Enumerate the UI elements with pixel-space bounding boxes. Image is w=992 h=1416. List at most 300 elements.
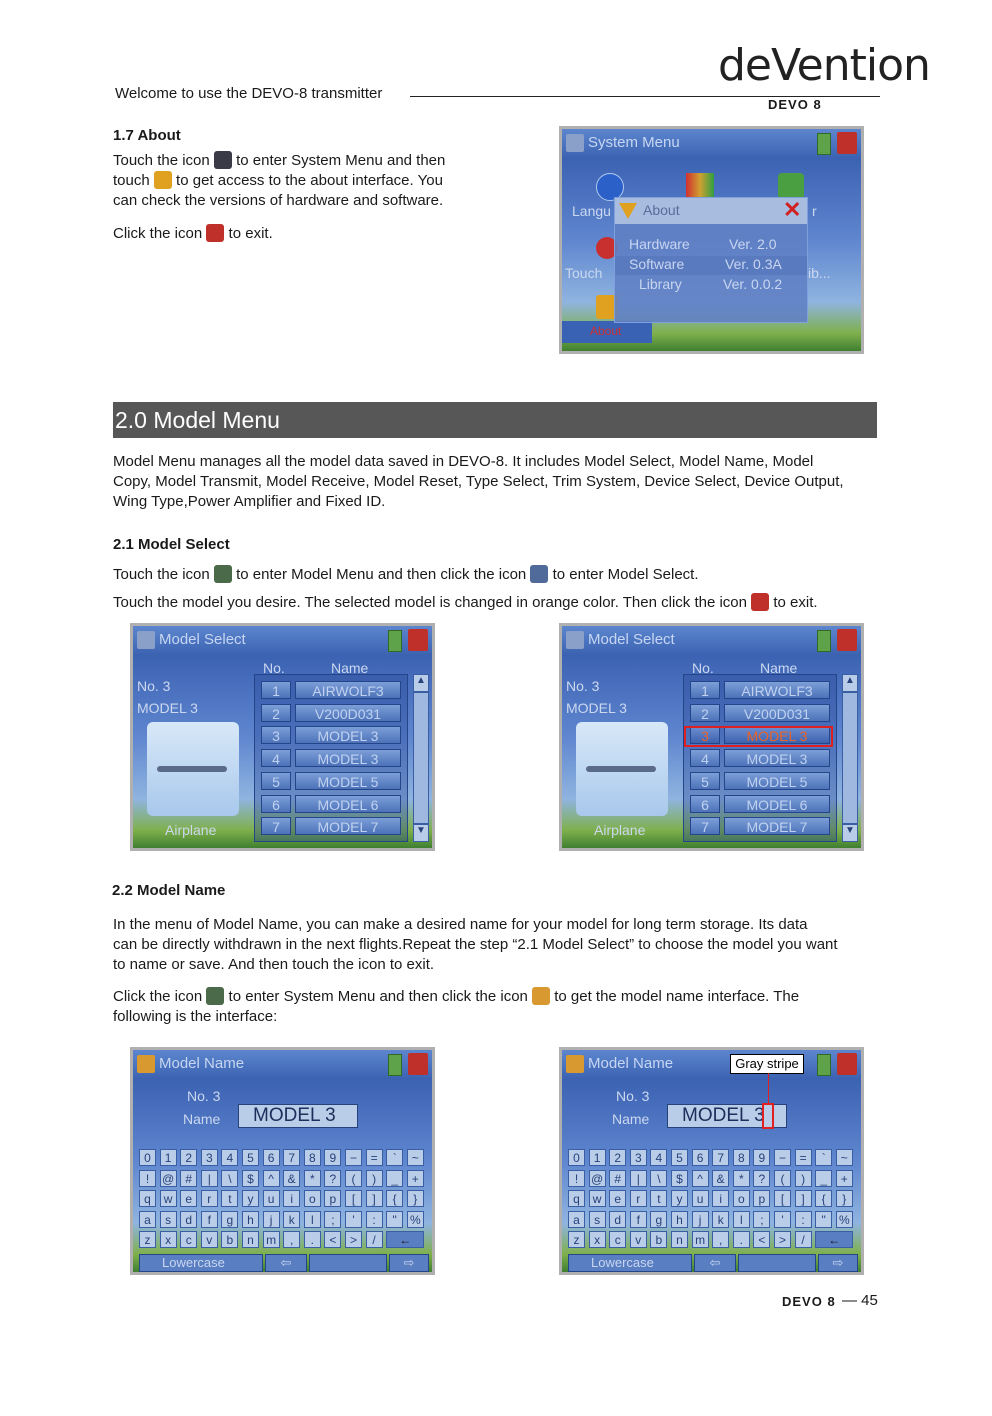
brand-subtitle: DEVO 8 <box>768 97 822 112</box>
row-no[interactable]: 5 <box>690 772 720 790</box>
keyboard-key[interactable]: l <box>304 1211 321 1228</box>
model-select-p2 <box>113 593 818 613</box>
keyboard-key[interactable]: ` <box>815 1149 832 1166</box>
ms-text-2: to enter Model Menu and then click the icon <box>236 566 527 583</box>
keyboard-key[interactable]: % <box>836 1211 853 1228</box>
keyboard-key[interactable]: ~ <box>407 1149 424 1166</box>
keyboard-key[interactable]: / <box>795 1231 812 1248</box>
ms-text-1: Touch the icon <box>113 566 210 583</box>
keyboard-key[interactable]: ; <box>753 1211 770 1228</box>
keyboard-key[interactable]: r <box>201 1190 218 1207</box>
keyboard-key[interactable]: < <box>753 1231 770 1248</box>
about-screen <box>559 126 864 354</box>
scroll-up-button[interactable]: ▲ <box>842 674 858 692</box>
keyboard-key[interactable]: u <box>692 1190 709 1207</box>
keyboard-key[interactable]: 3 <box>201 1149 218 1166</box>
keyboard-key[interactable]: c <box>609 1231 626 1248</box>
exit-icon[interactable] <box>408 1053 428 1075</box>
about-row-label: Hardware <box>629 236 690 252</box>
keyboard-key[interactable]: 8 <box>733 1149 750 1166</box>
brand-logo: deVention <box>718 40 930 91</box>
exit-icon[interactable] <box>408 629 428 651</box>
keyboard-key[interactable]: e <box>180 1190 197 1207</box>
lowercase-button[interactable] <box>568 1254 692 1272</box>
left-type: Airplane <box>594 822 646 838</box>
keyboard-key[interactable]: # <box>180 1170 197 1187</box>
keyboard-key[interactable]: j <box>263 1211 280 1228</box>
keyboard-key[interactable]: _ <box>386 1170 403 1187</box>
list-icon <box>137 631 155 649</box>
display-icon <box>686 173 714 197</box>
keyboard-key[interactable]: < <box>324 1231 341 1248</box>
keyboard-key[interactable]: ^ <box>263 1170 280 1187</box>
keyboard-key[interactable]: w <box>589 1190 606 1207</box>
keyboard-key[interactable]: 3 <box>630 1149 647 1166</box>
keyboard-key[interactable]: 7 <box>283 1149 300 1166</box>
keyboard-key[interactable]: v <box>630 1231 647 1248</box>
section-intro-line: Model Menu manages all the model data saved in DEVO-8. It includes Model Select, Model Name, Model <box>113 453 814 470</box>
keyboard-key[interactable]: 5 <box>242 1149 259 1166</box>
keyboard-key[interactable]: ( <box>345 1170 362 1187</box>
keyboard-key[interactable]: " <box>815 1211 832 1228</box>
keyboard-key[interactable]: k <box>283 1211 300 1228</box>
keyboard-key[interactable]: * <box>733 1170 750 1187</box>
callout-arrow <box>768 1073 769 1103</box>
keyboard-key[interactable]: ` <box>386 1149 403 1166</box>
keyboard-key[interactable]: b <box>221 1231 238 1248</box>
row-no[interactable]: 4 <box>690 749 720 767</box>
close-icon[interactable]: ✕ <box>783 197 802 222</box>
model-select-icon <box>530 565 548 583</box>
keyboard-key[interactable]: = <box>795 1149 812 1166</box>
left-model: MODEL 3 <box>137 700 198 716</box>
keyboard-key[interactable]: + <box>407 1170 424 1187</box>
bg-label-2: r <box>812 203 817 219</box>
keyboard-key[interactable]: ← <box>815 1231 853 1248</box>
keyboard-key[interactable]: 0 <box>139 1149 156 1166</box>
mn-no: No. 3 <box>187 1088 221 1104</box>
keyboard-key[interactable]: g <box>650 1211 667 1228</box>
mn-titlebar <box>133 1050 432 1078</box>
mn-text-2: to enter System Menu and then click the icon <box>228 988 528 1005</box>
about-exit-text-1: Click the icon <box>113 225 203 242</box>
keyboard-key[interactable]: 2 <box>609 1149 626 1166</box>
keyboard-key[interactable]: \ <box>650 1170 667 1187</box>
model-name-icon <box>532 987 550 1005</box>
about-text-1: Touch the icon <box>113 152 210 169</box>
left-model: MODEL 3 <box>566 700 627 716</box>
keyboard-key[interactable]: / <box>366 1231 383 1248</box>
keyboard-key[interactable]: w <box>160 1190 177 1207</box>
keyboard-key[interactable]: } <box>836 1190 853 1207</box>
mn-text-4: following is the interface: <box>113 1008 278 1025</box>
help-icon <box>154 171 172 189</box>
keyboard-key[interactable]: a <box>139 1211 156 1228</box>
keyboard-key[interactable]: , <box>283 1231 300 1248</box>
space-button[interactable] <box>738 1254 816 1272</box>
row-no[interactable]: 7 <box>690 817 720 835</box>
about-titlebar <box>562 129 861 157</box>
keyboard-key[interactable]: m <box>692 1231 709 1248</box>
left-no: No. 3 <box>566 678 600 694</box>
row-name[interactable]: AIRWOLF3 <box>724 681 830 699</box>
lowercase-label: Lowercase <box>591 1255 654 1270</box>
lowercase-button[interactable] <box>139 1254 263 1272</box>
keyboard-key[interactable]: . <box>733 1231 750 1248</box>
keyboard-key[interactable]: ← <box>386 1231 424 1248</box>
keyboard-key[interactable]: ) <box>795 1170 812 1187</box>
keyboard-key[interactable]: o <box>733 1190 750 1207</box>
ms-text-3: to enter Model Select. <box>552 566 699 583</box>
keyboard-key[interactable]: ^ <box>692 1170 709 1187</box>
keyboard-key[interactable]: ) <box>366 1170 383 1187</box>
footer-page: — 45 <box>842 1292 878 1309</box>
row-name[interactable]: MODEL 7 <box>295 817 401 835</box>
selected-row-highlight <box>684 726 833 747</box>
keyboard-key[interactable]: f <box>201 1211 218 1228</box>
about-heading: 1.7 About <box>113 127 181 144</box>
scroll-up-button[interactable]: ▲ <box>413 674 429 692</box>
keyboard-key[interactable]: > <box>774 1231 791 1248</box>
exit-icon[interactable] <box>837 132 857 154</box>
gray-stripe-cursor <box>762 1103 774 1129</box>
section-intro-line: Wing Type,Power Amplifier and Fixed ID. <box>113 493 386 510</box>
keyboard-key[interactable]: + <box>836 1170 853 1187</box>
row-name[interactable]: MODEL 5 <box>295 772 401 790</box>
keyboard-key[interactable]: ? <box>753 1170 770 1187</box>
keyboard-key[interactable]: | <box>630 1170 647 1187</box>
keyboard-key[interactable]: [ <box>345 1190 362 1207</box>
col-name: Name <box>331 660 369 676</box>
about-screen-title: System Menu <box>588 134 680 151</box>
keyboard-key[interactable]: p <box>324 1190 341 1207</box>
about-text-2: to enter System Menu and then <box>236 152 446 169</box>
keyboard-key[interactable]: s <box>589 1211 606 1228</box>
keyboard-key[interactable]: a <box>568 1211 585 1228</box>
battery-icon <box>817 1054 831 1076</box>
row-name[interactable]: MODEL 3 <box>724 726 830 744</box>
keyboard-key[interactable]: | <box>201 1170 218 1187</box>
keyboard-key[interactable]: c <box>180 1231 197 1248</box>
scroll-down-button[interactable]: ▼ <box>413 824 429 842</box>
battery-icon <box>817 133 831 155</box>
keyboard-key[interactable]: 6 <box>263 1149 280 1166</box>
airplane-icon <box>157 766 227 772</box>
row-name[interactable]: MODEL 6 <box>295 795 401 813</box>
row-name[interactable]: MODEL 3 <box>295 749 401 767</box>
keyboard-key[interactable]: : <box>795 1211 812 1228</box>
model-menu-icon <box>214 565 232 583</box>
model-name-p1 <box>113 915 888 975</box>
ms-title: Model Select <box>588 631 675 648</box>
keyboard-key[interactable]: h <box>242 1211 259 1228</box>
keyboard-key[interactable]: j <box>692 1211 709 1228</box>
left-no: No. 3 <box>137 678 171 694</box>
row-no[interactable]: 2 <box>690 704 720 722</box>
keyboard-key[interactable]: q <box>568 1190 585 1207</box>
keyboard-key[interactable]: h <box>671 1211 688 1228</box>
ms-title: Model Select <box>159 631 246 648</box>
keyboard-key[interactable]: 4 <box>650 1149 667 1166</box>
about-row-label: Software <box>629 256 685 272</box>
keyboard-key[interactable]: @ <box>589 1170 606 1187</box>
row-name[interactable]: MODEL 5 <box>724 772 830 790</box>
about-dialog-header <box>615 198 807 224</box>
about-text-3: touch <box>113 172 150 189</box>
keyboard-key[interactable]: d <box>609 1211 626 1228</box>
cursor-left-button[interactable]: ⇦ <box>265 1254 307 1272</box>
gray-stripe-callout: Gray stripe <box>730 1054 804 1074</box>
bell-icon <box>778 173 804 199</box>
about-row-value: Ver. 0.3A <box>725 256 782 272</box>
keyboard-key[interactable]: % <box>407 1211 424 1228</box>
row-no[interactable]: 3 <box>261 726 291 744</box>
name-input-value: MODEL 3 <box>682 1105 765 1126</box>
left-type: Airplane <box>165 822 217 838</box>
model-name-screen-b <box>559 1047 864 1275</box>
keyboard-key[interactable]: x <box>589 1231 606 1248</box>
row-no[interactable]: 5 <box>261 772 291 790</box>
name-icon <box>137 1055 155 1073</box>
keyboard-key[interactable]: − <box>345 1149 362 1166</box>
keyboard-key[interactable]: ~ <box>836 1149 853 1166</box>
cursor-left-button[interactable]: ⇦ <box>694 1254 736 1272</box>
keyboard-key[interactable]: \ <box>221 1170 238 1187</box>
keyboard-key[interactable]: p <box>753 1190 770 1207</box>
keyboard-key[interactable]: z <box>568 1231 585 1248</box>
keyboard-key[interactable]: " <box>386 1211 403 1228</box>
name-icon <box>566 1055 584 1073</box>
mn-title: Model Name <box>588 1055 674 1072</box>
about-exit-paragraph <box>113 224 273 244</box>
keyboard-key[interactable]: y <box>671 1190 688 1207</box>
mn-titlebar <box>562 1050 861 1078</box>
keyboard-key[interactable]: { <box>386 1190 403 1207</box>
mn-text-3: to get the model name interface. The <box>554 988 800 1005</box>
keyboard-key[interactable]: r <box>630 1190 647 1207</box>
row-no[interactable]: 6 <box>690 795 720 813</box>
header-welcome: Welcome to use the DEVO-8 transmitter <box>115 85 383 102</box>
keyboard-key[interactable]: x <box>160 1231 177 1248</box>
keyboard-key[interactable]: > <box>345 1231 362 1248</box>
col-no: No. <box>692 660 714 676</box>
footer-brand: DEVO 8 <box>782 1294 836 1309</box>
model-name-screen-a <box>130 1047 435 1275</box>
ms-text-5: to exit. <box>773 594 818 611</box>
keyboard-key[interactable]: z <box>139 1231 156 1248</box>
battery-icon <box>817 630 831 652</box>
keyboard-key[interactable]: 4 <box>221 1149 238 1166</box>
row-name[interactable]: AIRWOLF3 <box>295 681 401 699</box>
mn-name-label: Name <box>612 1111 650 1127</box>
keyboard-key[interactable]: 8 <box>304 1149 321 1166</box>
battery-icon <box>388 1054 402 1076</box>
keyboard-key[interactable]: & <box>283 1170 300 1187</box>
scrollbar-track[interactable] <box>842 692 858 824</box>
about-dialog <box>614 197 808 323</box>
exit-icon <box>206 224 224 242</box>
model-menu-icon <box>206 987 224 1005</box>
about-row-software <box>615 256 807 275</box>
about-row-value: Ver. 0.0.2 <box>723 276 783 292</box>
keyboard-key[interactable]: 2 <box>180 1149 197 1166</box>
keyboard-key[interactable]: 1 <box>589 1149 606 1166</box>
about-text-5: can check the versions of hardware and software. <box>113 192 444 209</box>
row-no[interactable]: 1 <box>261 681 291 699</box>
keyboard-key[interactable]: m <box>263 1231 280 1248</box>
keyboard-key[interactable]: i <box>712 1190 729 1207</box>
keyboard-key[interactable]: i <box>283 1190 300 1207</box>
mn-title: Model Name <box>159 1055 245 1072</box>
keyboard-key[interactable]: = <box>366 1149 383 1166</box>
name-input[interactable] <box>238 1104 358 1128</box>
keyboard-key[interactable]: − <box>774 1149 791 1166</box>
keyboard-key[interactable]: ] <box>366 1190 383 1207</box>
keyboard-key[interactable]: { <box>815 1190 832 1207</box>
section-intro <box>113 452 883 512</box>
keyboard-key[interactable]: 7 <box>712 1149 729 1166</box>
keyboard-key[interactable]: 0 <box>568 1149 585 1166</box>
about-row-label: Library <box>639 276 682 292</box>
ms-text-4: Touch the model you desire. The selected model is changed in orange color. Then click the icon <box>113 594 747 611</box>
about-row-hardware <box>615 236 807 255</box>
list-icon <box>566 631 584 649</box>
keyboard-key[interactable]: o <box>304 1190 321 1207</box>
ms-titlebar <box>562 626 861 654</box>
airplane-image <box>576 722 668 816</box>
row-name[interactable]: MODEL 7 <box>724 817 830 835</box>
col-name: Name <box>760 660 798 676</box>
keyboard-key[interactable]: u <box>263 1190 280 1207</box>
keyboard-key[interactable]: l <box>733 1211 750 1228</box>
keyboard-key[interactable]: } <box>407 1190 424 1207</box>
exit-icon[interactable] <box>837 629 857 651</box>
about-exit-text-2: to exit. <box>228 225 273 242</box>
keyboard-key[interactable]: ? <box>324 1170 341 1187</box>
keyboard-key[interactable]: g <box>221 1211 238 1228</box>
keyboard-key[interactable]: e <box>609 1190 626 1207</box>
keyboard-key[interactable]: q <box>139 1190 156 1207</box>
keyboard-key[interactable]: d <box>180 1211 197 1228</box>
keyboard-key[interactable]: [ <box>774 1190 791 1207</box>
mn-text-1: Click the icon <box>113 988 203 1005</box>
about-dialog-title: About <box>643 202 680 218</box>
keyboard-key[interactable]: _ <box>815 1170 832 1187</box>
keyboard-key[interactable]: y <box>242 1190 259 1207</box>
keyboard-key[interactable]: f <box>630 1211 647 1228</box>
row-no[interactable]: 3 <box>690 726 720 744</box>
model-select-heading: 2.1 Model Select <box>113 536 230 553</box>
mn-line: to name or save. And then touch the icon to exit. <box>113 956 435 973</box>
mn-no: No. 3 <box>616 1088 650 1104</box>
row-no[interactable]: 2 <box>261 704 291 722</box>
battery-icon <box>388 630 402 652</box>
keyboard-key[interactable]: $ <box>242 1170 259 1187</box>
keyboard-key[interactable]: 5 <box>671 1149 688 1166</box>
keyboard-key[interactable]: 1 <box>160 1149 177 1166</box>
keyboard-key[interactable]: 6 <box>692 1149 709 1166</box>
ms-titlebar <box>133 626 432 654</box>
keyboard-key[interactable]: & <box>712 1170 729 1187</box>
about-bg-tab-label: About <box>590 324 622 338</box>
name-input-value: MODEL 3 <box>253 1105 336 1126</box>
mn-name-label: Name <box>183 1111 221 1127</box>
row-name[interactable]: MODEL 3 <box>295 726 401 744</box>
model-select-p1 <box>113 565 699 585</box>
keyboard-key[interactable]: ] <box>795 1190 812 1207</box>
row-no[interactable]: 1 <box>690 681 720 699</box>
warning-icon <box>619 203 637 219</box>
model-name-heading: 2.2 Model Name <box>112 882 226 899</box>
keyboard-key[interactable]: ; <box>324 1211 341 1228</box>
section-bar <box>113 402 877 438</box>
col-no: No. <box>263 660 285 676</box>
keyboard-key[interactable]: ' <box>774 1211 791 1228</box>
airplane-icon <box>586 766 656 772</box>
row-name[interactable]: V200D031 <box>724 704 830 722</box>
about-text-4: to get access to the about interface. You <box>176 172 443 189</box>
keyboard-key[interactable]: s <box>160 1211 177 1228</box>
keyboard-key[interactable]: 9 <box>324 1149 341 1166</box>
keyboard-key[interactable]: ! <box>139 1170 156 1187</box>
mn-line: In the menu of Model Name, you can make a desired name for your model for long term storage. Its data <box>113 916 808 933</box>
keyboard-key[interactable]: * <box>304 1170 321 1187</box>
keyboard-key[interactable]: n <box>671 1231 688 1248</box>
row-name[interactable]: MODEL 3 <box>724 749 830 767</box>
row-no[interactable]: 6 <box>261 795 291 813</box>
keyboard-key[interactable]: t <box>221 1190 238 1207</box>
keyboard-key[interactable]: ( <box>774 1170 791 1187</box>
keyboard-key[interactable]: k <box>712 1211 729 1228</box>
row-no[interactable]: 4 <box>261 749 291 767</box>
cursor-right-button[interactable]: ⇨ <box>818 1254 858 1272</box>
row-no[interactable]: 7 <box>261 817 291 835</box>
keyboard-key[interactable]: : <box>366 1211 383 1228</box>
exit-icon[interactable] <box>837 1053 857 1075</box>
keyboard-key[interactable]: $ <box>671 1170 688 1187</box>
lowercase-label: Lowercase <box>162 1255 225 1270</box>
cursor-right-button[interactable]: ⇨ <box>389 1254 429 1272</box>
tools-icon <box>566 134 584 152</box>
keyboard-key[interactable]: ' <box>345 1211 362 1228</box>
mn-line: can be directly withdrawn in the next flights.Repeat the step “2.1 Model Select” to choose the model you want <box>113 936 838 953</box>
scroll-down-button[interactable]: ▼ <box>842 824 858 842</box>
keyboard-key[interactable]: ! <box>568 1170 585 1187</box>
row-name[interactable]: V200D031 <box>295 704 401 722</box>
airplane-image <box>147 722 239 816</box>
space-button[interactable] <box>309 1254 387 1272</box>
tools-icon <box>214 151 232 169</box>
about-paragraph <box>113 151 533 211</box>
keyboard-key[interactable]: t <box>650 1190 667 1207</box>
section-title: 2.0 Model Menu <box>115 407 280 433</box>
keyboard-key[interactable]: . <box>304 1231 321 1248</box>
keyboard-key[interactable]: v <box>201 1231 218 1248</box>
keyboard-key[interactable]: b <box>650 1231 667 1248</box>
about-row-library <box>615 276 807 295</box>
exit-icon <box>751 593 769 611</box>
keyboard-key[interactable]: # <box>609 1170 626 1187</box>
section-intro-line: Copy, Model Transmit, Model Receive, Model Reset, Type Select, Trim System, Device Select, Device Output, <box>113 473 844 490</box>
keyboard-key[interactable]: 9 <box>753 1149 770 1166</box>
keyboard-key[interactable]: , <box>712 1231 729 1248</box>
bg-label-3: Touch <box>565 265 603 281</box>
keyboard-key[interactable]: n <box>242 1231 259 1248</box>
about-bg-tab <box>562 321 652 343</box>
scrollbar-track[interactable] <box>413 692 429 824</box>
row-name[interactable]: MODEL 6 <box>724 795 830 813</box>
keyboard-key[interactable]: @ <box>160 1170 177 1187</box>
